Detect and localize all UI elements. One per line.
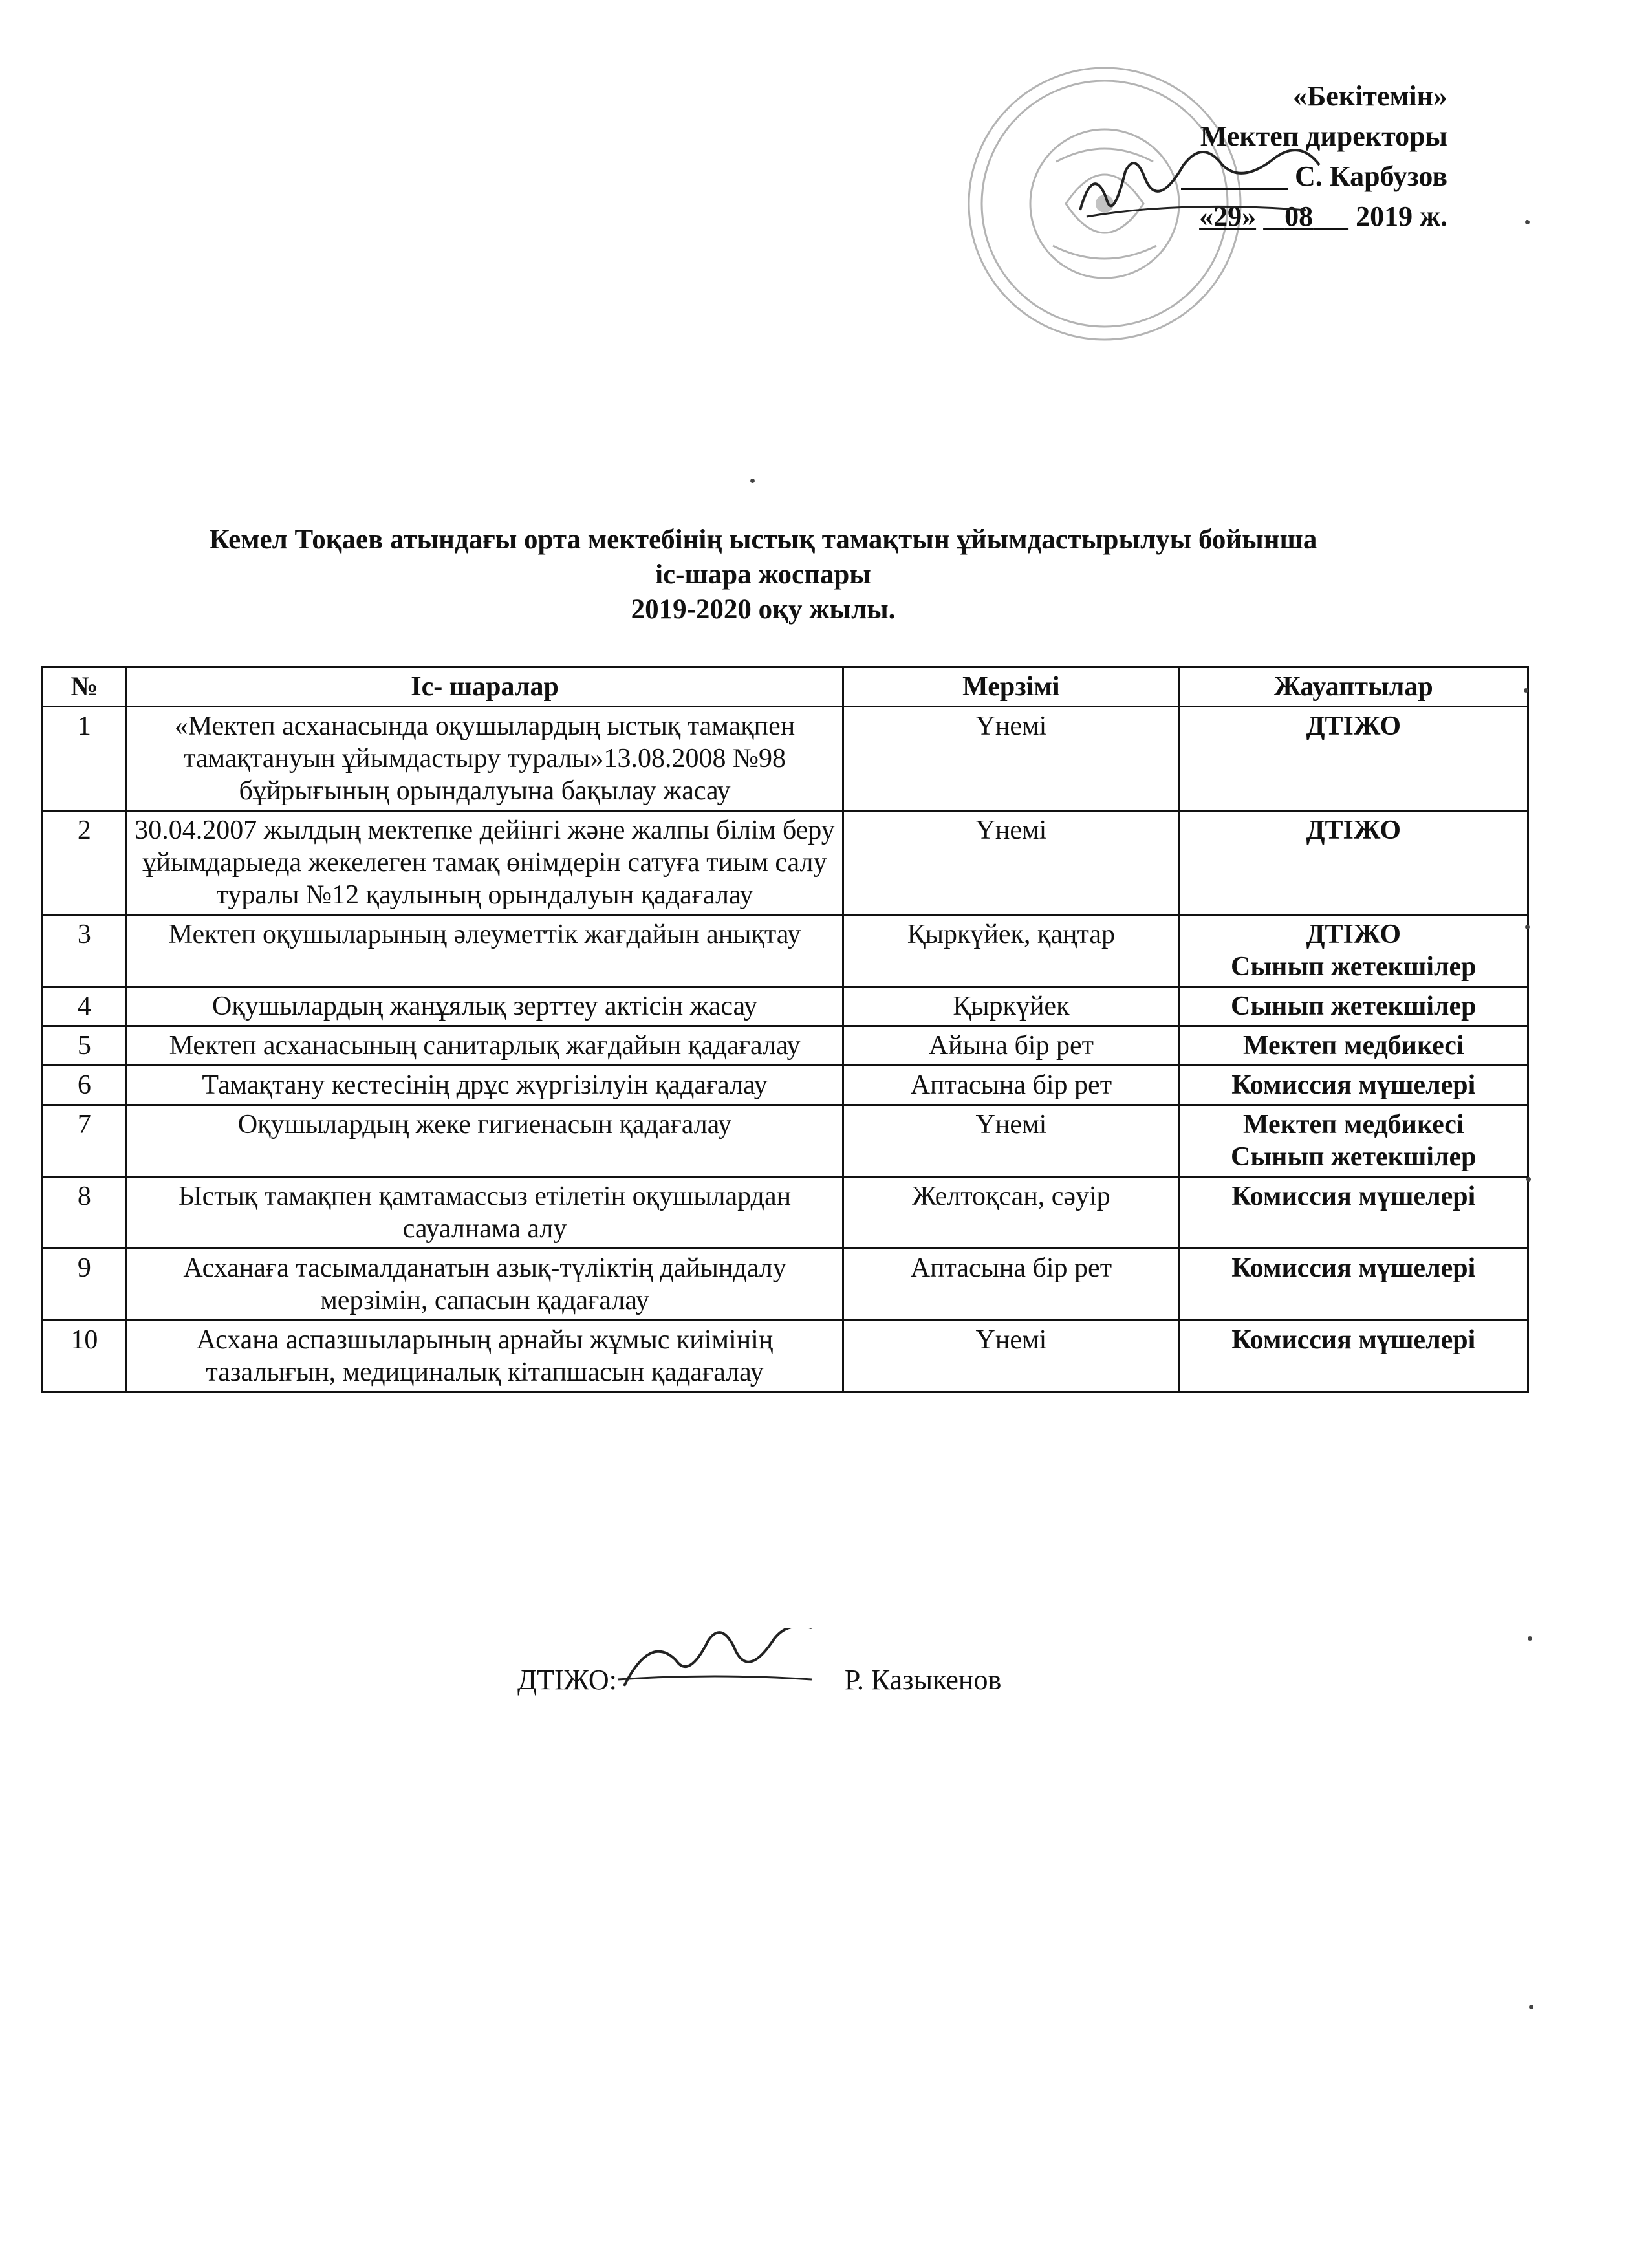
cell-responsible: Комиссия мүшелері — [1179, 1066, 1528, 1105]
cell-number: 1 — [43, 707, 127, 811]
cell-responsible: Мектеп медбикесі — [1179, 1026, 1528, 1066]
cell-responsible: ДТІЖО — [1179, 811, 1528, 915]
title-line-2: іс-шара жоспары — [655, 559, 871, 590]
cell-responsible: Комиссия мүшелері — [1179, 1249, 1528, 1321]
title-line-3: 2019-2020 оқу жылы. — [631, 594, 896, 625]
cell-deadline: Үнемі — [843, 1105, 1179, 1177]
header-deadline: Мерзімі — [843, 667, 1179, 707]
header-events: Іс- шаралар — [126, 667, 843, 707]
table-row — [43, 1066, 1528, 1105]
cell-number: 8 — [43, 1177, 127, 1249]
table-row — [43, 1026, 1528, 1066]
cell-number: 2 — [43, 811, 127, 915]
cell-responsible: Сынып жетекшілер — [1179, 987, 1528, 1026]
cell-responsible: ДТІЖО Сынып жетекшілер — [1179, 915, 1528, 987]
cell-event: 30.04.2007 жылдың мектепке дейінгі және жалпы білім беру ұйымдарыеда жекелеген тамақ өнімдерін сатуға тиым салу туралы №12 қаулының орындалуын қадағалау — [126, 811, 843, 915]
scan-speck — [1525, 220, 1530, 224]
director-title: Мектеп директоры — [1200, 120, 1447, 152]
director-signature — [1061, 146, 1332, 230]
table-row — [43, 811, 1528, 915]
cell-deadline: Қыркүйек, қаңтар — [843, 915, 1179, 987]
approval-day: «29» — [1199, 200, 1257, 232]
cell-number: 4 — [43, 987, 127, 1026]
footer-name: Р. Казыкенов — [844, 1664, 1002, 1696]
cell-responsible: ДТІЖО — [1179, 707, 1528, 811]
cell-responsible: Мектеп медбикесі Сынып жетекшілер — [1179, 1105, 1528, 1177]
table-header-row — [43, 667, 1528, 707]
table-row — [43, 1321, 1528, 1392]
cell-responsible: Комиссия мүшелері — [1179, 1321, 1528, 1392]
table-body — [43, 707, 1528, 1392]
cell-event: Тамақтану кестесінің дрұс жүргізілуін қадағалау — [126, 1066, 843, 1105]
title-line-1: Кемел Тоқаев атындағы орта мектебінің ыстық тамақтын ұйымдастырылуы бойынша — [209, 524, 1317, 555]
cell-deadline: Аптасына бір рет — [843, 1066, 1179, 1105]
table-row — [43, 987, 1528, 1026]
header-number: № — [43, 667, 127, 707]
cell-event: Асханаға тасымалданатын азық-түліктің дайындалу мерзімін, сапасын қадағалау — [126, 1249, 843, 1321]
document-title — [78, 523, 1449, 627]
scan-speck — [1526, 1177, 1531, 1182]
cell-deadline: Қыркүйек — [843, 987, 1179, 1026]
cell-event: «Мектеп асханасында оқушылардың ыстық тамақпен тамақтануын ұйымдастыру туралы»13.08.2008 №98 бұйрығының орындалуына бақылау жасау — [126, 707, 843, 811]
cell-deadline: Үнемі — [843, 707, 1179, 811]
table-row — [43, 915, 1528, 987]
cell-event: Мектеп оқушыларының әлеуметтік жағдайын анықтау — [126, 915, 843, 987]
scan-speck — [1529, 2005, 1533, 2009]
cell-deadline: Үнемі — [843, 811, 1179, 915]
cell-number: 9 — [43, 1249, 127, 1321]
cell-deadline: Желтоқсан, сәуір — [843, 1177, 1179, 1249]
cell-deadline: Айына бір рет — [843, 1026, 1179, 1066]
cell-responsible: Комиссия мүшелері — [1179, 1177, 1528, 1249]
cell-number: 5 — [43, 1026, 127, 1066]
cell-event: Мектеп асханасының санитарлық жағдайын қадағалау — [126, 1026, 843, 1066]
cell-event: Асхана аспазшыларының арнайы жұмыс киімінің тазалығын, медициналық кітапшасын қадағалау — [126, 1321, 843, 1392]
approval-title: «Бекітемін» — [1293, 80, 1447, 112]
table-row — [43, 1105, 1528, 1177]
cell-event: Оқушылардың жанұялық зерттеу актісін жасау — [126, 987, 843, 1026]
plan-table — [41, 666, 1529, 1393]
cell-event: Оқушылардың жеке гигиенасын қадағалау — [126, 1105, 843, 1177]
cell-number: 10 — [43, 1321, 127, 1392]
scan-speck — [750, 479, 755, 483]
cell-number: 7 — [43, 1105, 127, 1177]
cell-event: Ыстық тамақпен қамтамассыз етілетін оқушылардан сауалнама алу — [126, 1177, 843, 1249]
director-name: С. Карбузов — [1295, 160, 1447, 192]
table-row — [43, 1249, 1528, 1321]
footer-signature-line — [517, 1663, 1001, 1702]
table-row — [43, 1177, 1528, 1249]
approval-month: 08 — [1284, 200, 1314, 232]
cell-number: 3 — [43, 915, 127, 987]
scan-speck — [1528, 1636, 1532, 1641]
footer-signature — [611, 1628, 825, 1712]
approval-year: 2019 ж. — [1356, 200, 1447, 232]
cell-number: 6 — [43, 1066, 127, 1105]
cell-deadline: Үнемі — [843, 1321, 1179, 1392]
cell-deadline: Аптасына бір рет — [843, 1249, 1179, 1321]
footer-role: ДТІЖО: — [517, 1664, 617, 1696]
table-row — [43, 707, 1528, 811]
scan-speck — [1524, 688, 1528, 693]
header-responsible: Жауаптылар — [1179, 667, 1528, 707]
scan-speck — [1525, 925, 1530, 929]
